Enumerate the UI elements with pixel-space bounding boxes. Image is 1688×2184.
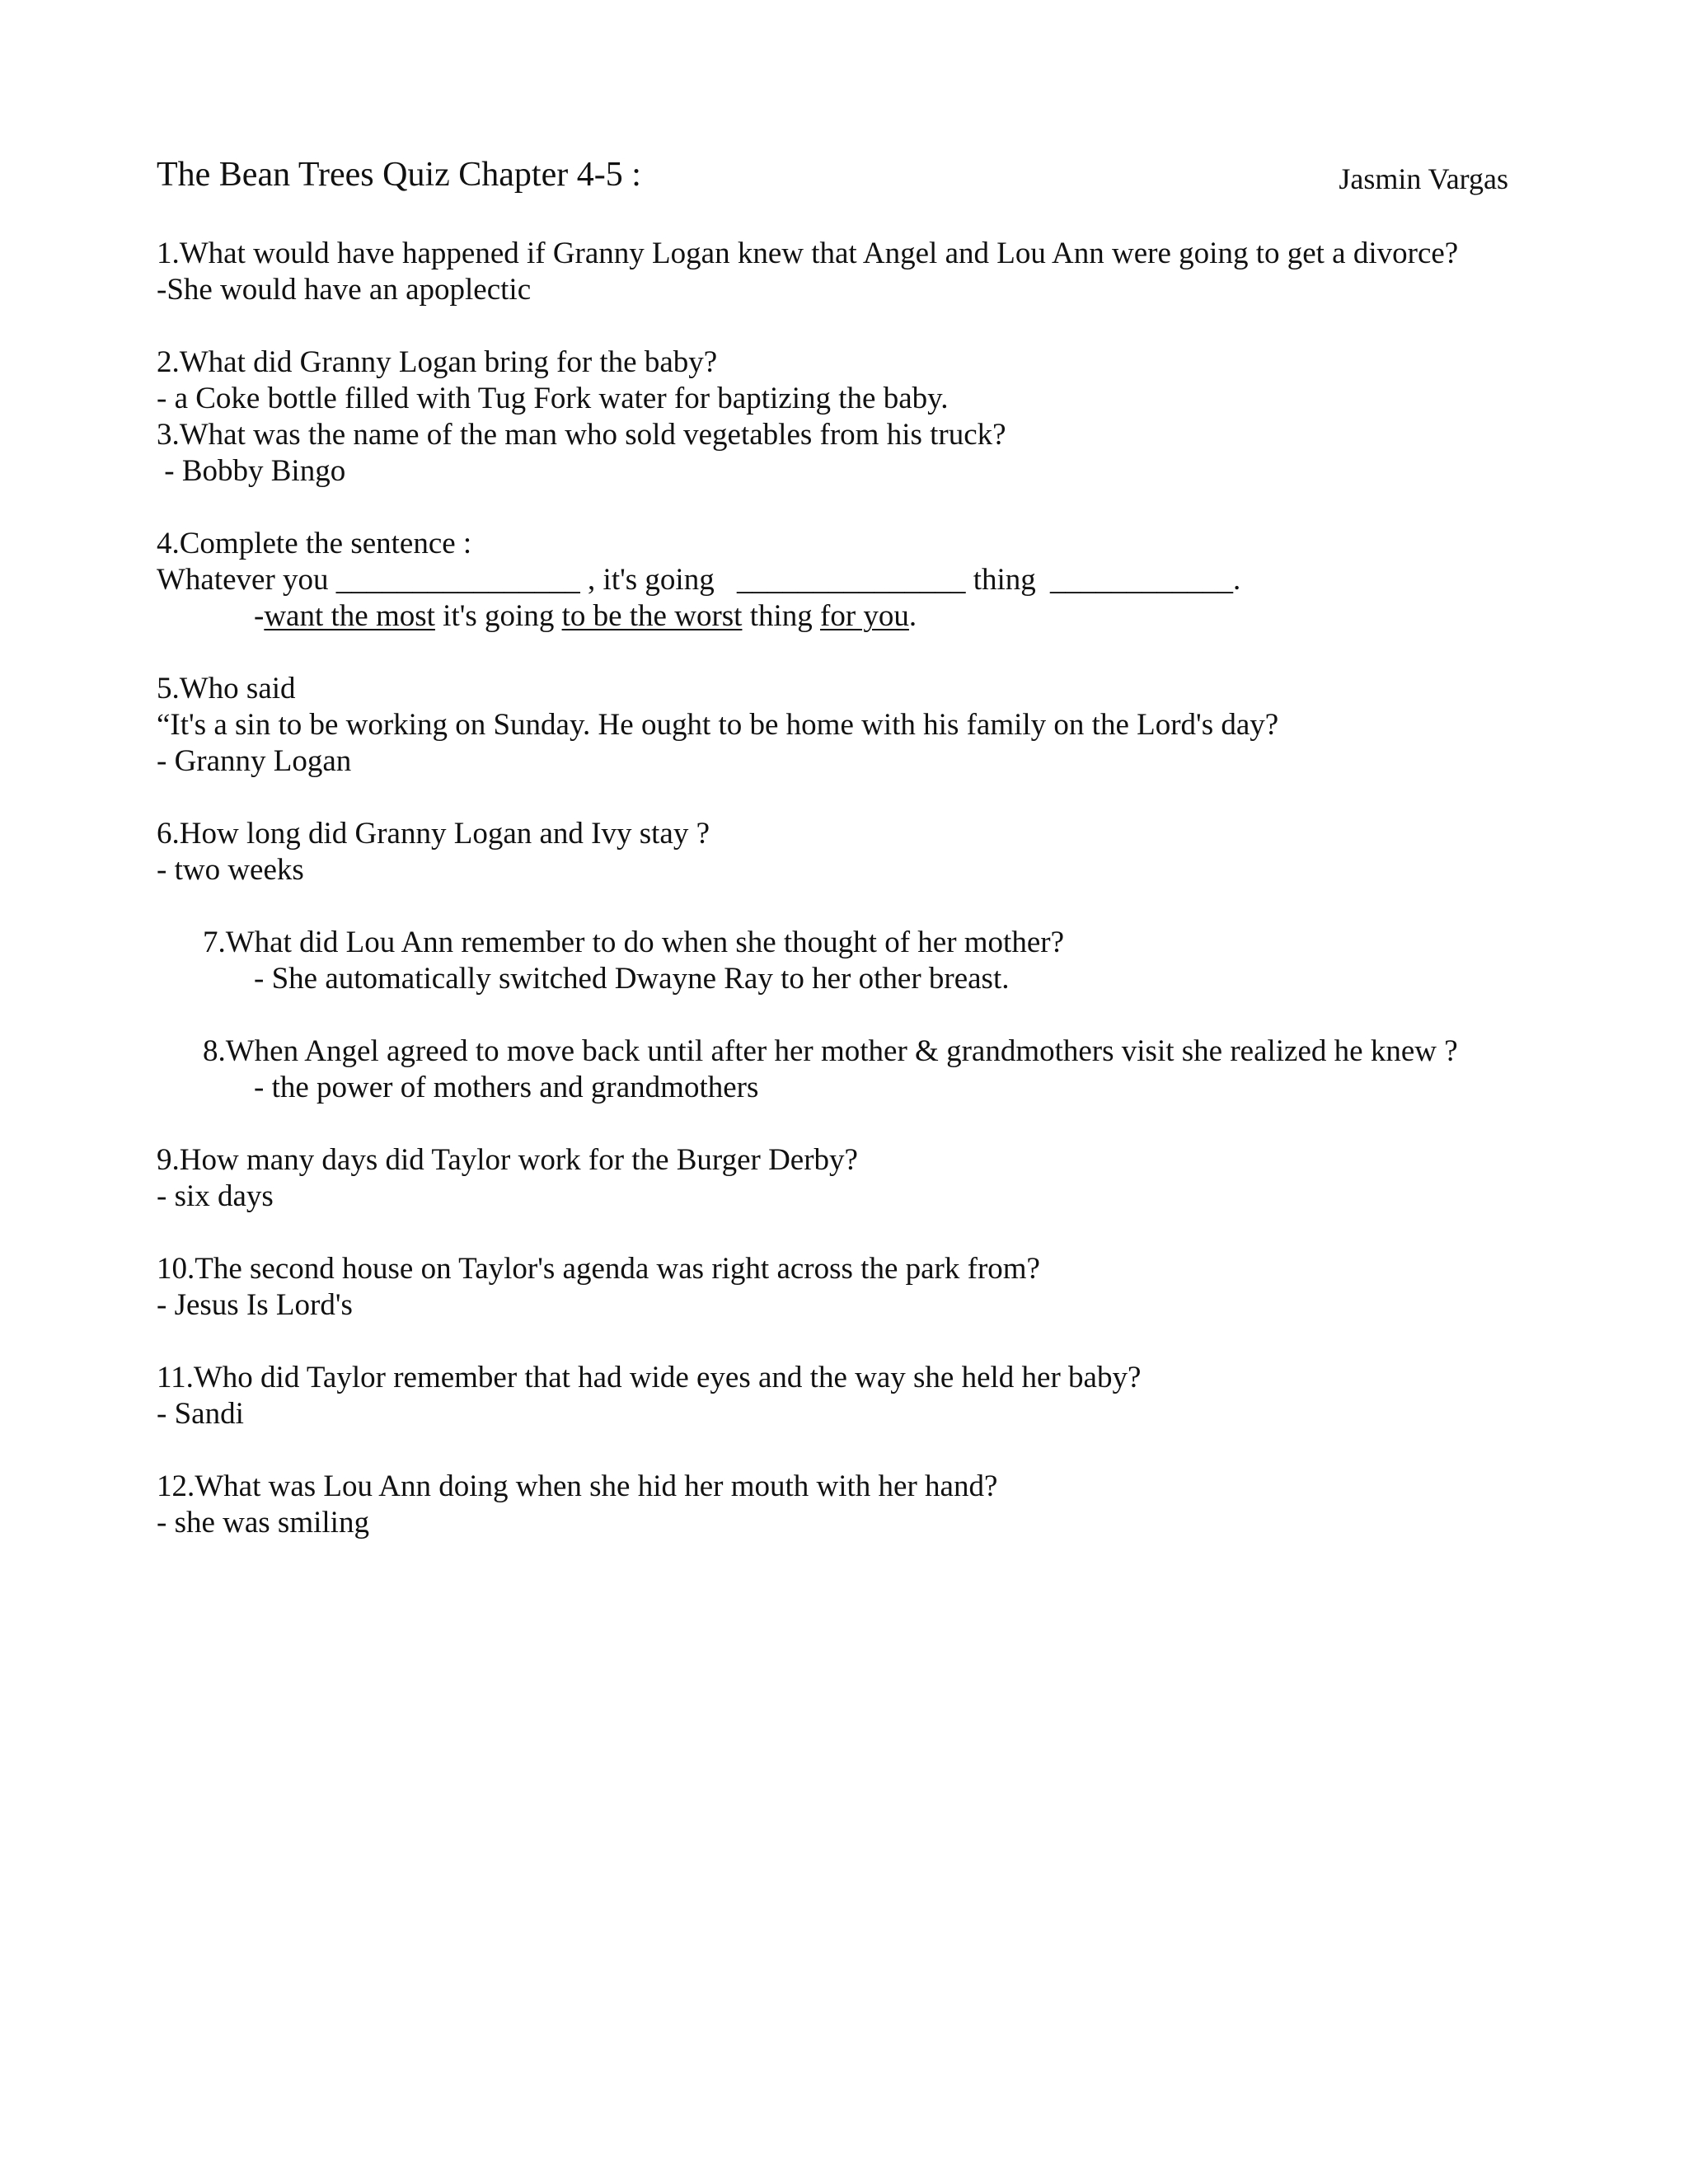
spacer bbox=[157, 635, 1525, 671]
document-title: The Bean Trees Quiz Chapter 4-5 : bbox=[157, 156, 641, 194]
question-3: 3.What was the name of the man who sold vegetables from his truck? bbox=[157, 418, 1006, 452]
quiz-body bbox=[157, 236, 1525, 1541]
answer-fill: to be the worst bbox=[561, 599, 743, 633]
spacer bbox=[157, 1106, 1525, 1142]
answer-dash: - bbox=[254, 599, 265, 633]
answer-3: - Bobby Bingo bbox=[157, 454, 346, 488]
answer-fill: for you bbox=[820, 599, 909, 633]
spacer bbox=[157, 308, 1525, 344]
answer-8: - the power of mothers and grandmothers bbox=[254, 1071, 759, 1104]
answer-6: - two weeks bbox=[157, 853, 304, 887]
question-2: 2.What did Granny Logan bring for the baby? bbox=[157, 345, 718, 379]
question-5: 5.Who said bbox=[157, 672, 296, 705]
author-name: Jasmin Vargas bbox=[1339, 162, 1508, 195]
spacer bbox=[157, 1432, 1525, 1469]
question-4: 4.Complete the sentence : bbox=[157, 527, 472, 560]
answer-text: thing bbox=[742, 599, 821, 633]
prompt-text: Whatever you bbox=[157, 563, 336, 597]
answer-5: - Granny Logan bbox=[157, 744, 352, 778]
prompt-text: . bbox=[1233, 563, 1241, 597]
question-12: 12.What was Lou Ann doing when she hid her mouth with her hand? bbox=[157, 1469, 998, 1503]
question-5-quote: “It's a sin to be working on Sunday. He ought to be home with his family on the Lord's day? bbox=[157, 708, 1279, 742]
answer-10: - Jesus Is Lord's bbox=[157, 1288, 353, 1322]
answer-9: - six days bbox=[157, 1179, 274, 1213]
question-10: 10.The second house on Taylor's agenda was right across the park from? bbox=[157, 1252, 1040, 1286]
answer-7: - She automatically switched Dwayne Ray to her other breast. bbox=[254, 962, 1010, 996]
prompt-text: , it's going bbox=[579, 563, 722, 597]
spacer bbox=[157, 1215, 1525, 1251]
spacer bbox=[157, 1324, 1525, 1360]
question-7: 7.What did Lou Ann remember to do when she thought of her mother? bbox=[203, 926, 1064, 959]
question-6: 6.How long did Granny Logan and Ivy stay ? bbox=[157, 817, 710, 851]
answer-fill: want the most bbox=[264, 599, 435, 633]
question-9: 9.How many days did Taylor work for the Burger Derby? bbox=[157, 1143, 858, 1177]
answer-12: - she was smiling bbox=[157, 1506, 369, 1540]
answer-1: -She would have an apoplectic bbox=[157, 273, 532, 307]
question-11: 11.Who did Taylor remember that had wide eyes and the way she held her baby? bbox=[157, 1361, 1142, 1394]
prompt-blank: ____________ bbox=[1050, 563, 1234, 597]
prompt-text: thing bbox=[965, 563, 1044, 597]
question-1: 1.What would have happened if Granny Logan knew that Angel and Lou Ann were going to get a divorce? bbox=[157, 237, 1459, 270]
question-8: 8.When Angel agreed to move back until after her mother & grandmothers visit she realized he knew ? bbox=[203, 1034, 1458, 1068]
header bbox=[157, 155, 1508, 204]
spacer bbox=[157, 780, 1525, 816]
answer-text: . bbox=[908, 599, 917, 633]
answer-text: it's going bbox=[434, 599, 562, 633]
prompt-blank: _______________ bbox=[736, 563, 966, 597]
answer-4 bbox=[157, 598, 1525, 635]
question-4-prompt bbox=[157, 562, 1525, 598]
answer-2: - a Coke bottle filled with Tug Fork water for baptizing the baby. bbox=[157, 382, 949, 415]
spacer bbox=[157, 888, 1525, 925]
answer-11: - Sandi bbox=[157, 1397, 244, 1431]
prompt-blank: ________________ bbox=[335, 563, 580, 597]
spacer bbox=[157, 997, 1525, 1033]
spacer bbox=[157, 490, 1525, 526]
